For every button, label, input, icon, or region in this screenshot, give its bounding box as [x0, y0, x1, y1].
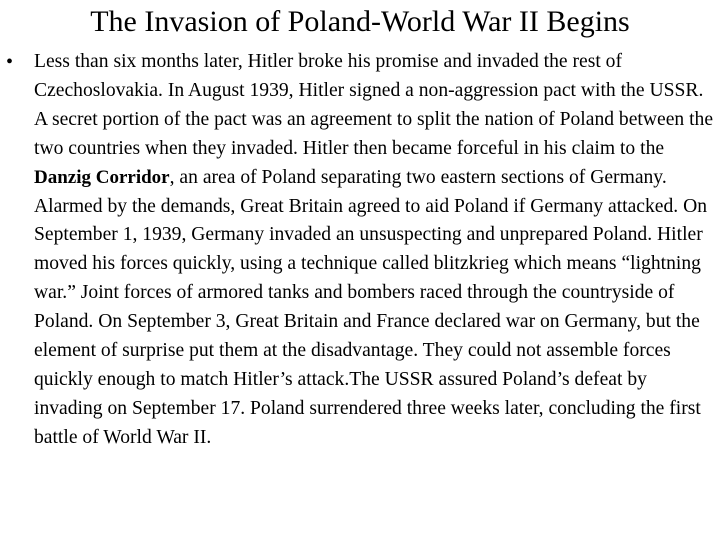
- bullet-paragraph: [34, 48, 718, 453]
- bullet-dot-icon: •: [6, 51, 14, 73]
- paragraph-text-part2: , an area of Poland separating two eastern sections of Germany. Alarmed by the demands, Great Britain agreed to aid Poland if Germany attacked. On September 1, 1939, Germany invaded an unsuspecting and unprepared Poland. Hitler moved his forces quickly, using a technique called blitzkrieg which means “lightning war.” Joint forces of armored tanks and bombers raced through the countryside of Poland. On September 3, Great Britain and France declared war on Germany, but the element of surprise put them at the disadvantage. They could not assemble forces quickly enough to match Hitler’s attack.The USSR assured Poland’s defeat by invading on September 17. Poland surrendered three weeks later, concluding the first battle of World War II.: [34, 166, 708, 448]
- paragraph-text-part1: Less than six months later, Hitler broke his promise and invaded the rest of Czechoslovakia. In August 1939, Hitler signed a non-aggression pact with the USSR. A secret portion of the pact was an agreement to split the nation of Poland between the two countries when they invaded. Hitler then became forceful in his claim to the: [34, 51, 714, 159]
- slide-title: The Invasion of Poland-World War II Begins: [90, 5, 630, 38]
- highlighted-term: Danzig Corridor: [34, 166, 170, 188]
